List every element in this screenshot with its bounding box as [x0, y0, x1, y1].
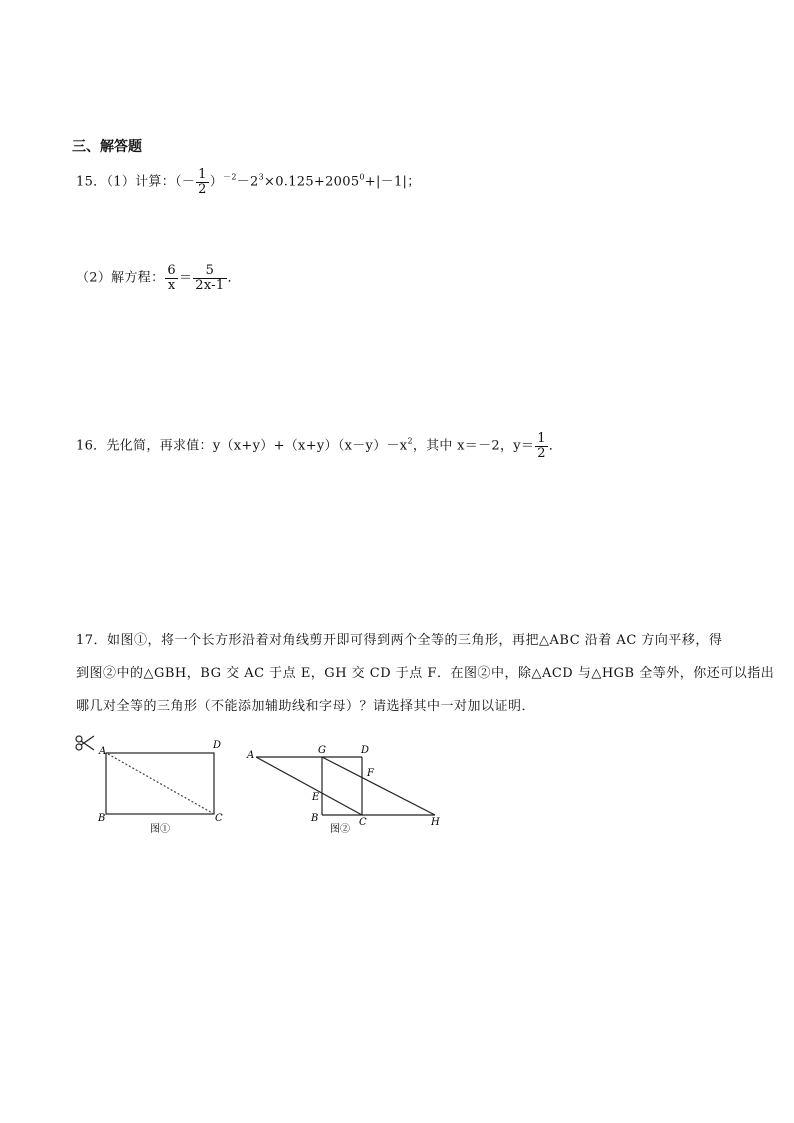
q15-frac-den: 2 [198, 181, 207, 197]
figure-2 [240, 740, 450, 840]
q15-lhs-fraction [165, 264, 178, 292]
q16 [76, 432, 562, 460]
q17-line3: 哪几对全等的三角形（不能添加辅助线和字母）？请选择其中一对加以证明． [76, 699, 536, 714]
figure-2-label-b: B [311, 813, 319, 824]
q17 [76, 624, 775, 723]
q15-part2 [76, 264, 241, 292]
q15-number: 15． [76, 174, 107, 190]
q15-part1-label: （1）计算： [106, 174, 176, 190]
q15-mid2: ×0.125+2005 [264, 174, 360, 190]
q15-rhs-den: 2x-1 [195, 277, 225, 293]
q16-text: 先化简，再求值：y（x+y）+（x+y）（x－y）－x [106, 438, 408, 454]
q15-paren-open: （－ [175, 174, 196, 190]
scissors-icon [76, 736, 94, 750]
figure-1-label-b: B [98, 813, 106, 824]
q16-fraction [535, 432, 548, 460]
q15-part1 [76, 168, 421, 196]
figure-1-label-a: A [99, 746, 107, 757]
figure-2-label-a: A [247, 750, 255, 761]
figure-2-line-ac [256, 757, 362, 815]
q15-mid: －2 [236, 174, 259, 190]
q16-exponent: 2 [407, 436, 413, 446]
q15-tail: +|－1|； [364, 174, 421, 190]
q15-end: ． [227, 270, 241, 286]
figure-2-label-h: H [431, 817, 440, 828]
q15-exponent-0: 0 [359, 172, 365, 182]
q15-part2-label: （2）解方程： [76, 270, 165, 286]
figure-2-label-c: C [359, 817, 367, 828]
q15-frac-num: 1 [198, 167, 207, 182]
q15-exponent-3: 3 [258, 172, 264, 182]
q16-frac-den: 2 [537, 445, 546, 461]
figure-2-line-gh [322, 757, 435, 815]
q15-lhs-den: x [165, 278, 178, 293]
figure-1-label-d: D [213, 740, 222, 751]
q15-equals: ＝ [178, 270, 193, 286]
figure-2-label-e: E [312, 792, 320, 803]
q16-text2: ，其中 x＝－2，y＝ [412, 438, 535, 454]
figure-2-label-d: D [361, 745, 370, 756]
figure-1 [70, 730, 240, 840]
q15-exponent: －2 [223, 172, 237, 182]
q15-rhs-fraction [193, 264, 226, 292]
figure-1-label-c: C [215, 813, 223, 824]
q16-end: ． [548, 438, 563, 454]
q17-line2: 到图②中的△GBH，BG 交 AC 于点 E，GH 交 CD 于点 F．在图②中，除△ACD 与△HGB 全等外，你还可以指出 [76, 666, 775, 681]
q15-fraction [196, 168, 209, 196]
section-title: 三、解答题 [72, 139, 142, 155]
q17-line1: 17．如图①，将一个长方形沿着对角线剪开即可得到两个全等的三角形，再把△ABC 沿着 AC 方向平移，得 [76, 633, 723, 648]
figure-1-caption: 图① [150, 824, 170, 835]
q15-lhs-num: 6 [167, 263, 176, 278]
q15-rhs-num: 5 [205, 263, 215, 278]
figure-2-caption: 图② [330, 824, 350, 835]
q16-number: 16． [76, 438, 107, 454]
q16-frac-num: 1 [537, 431, 546, 446]
figure-2-label-f: F [367, 768, 374, 779]
figure-2-label-g: G [318, 745, 326, 756]
q15-paren-close: ） [209, 174, 224, 190]
figure-1-diagonal [108, 754, 214, 814]
